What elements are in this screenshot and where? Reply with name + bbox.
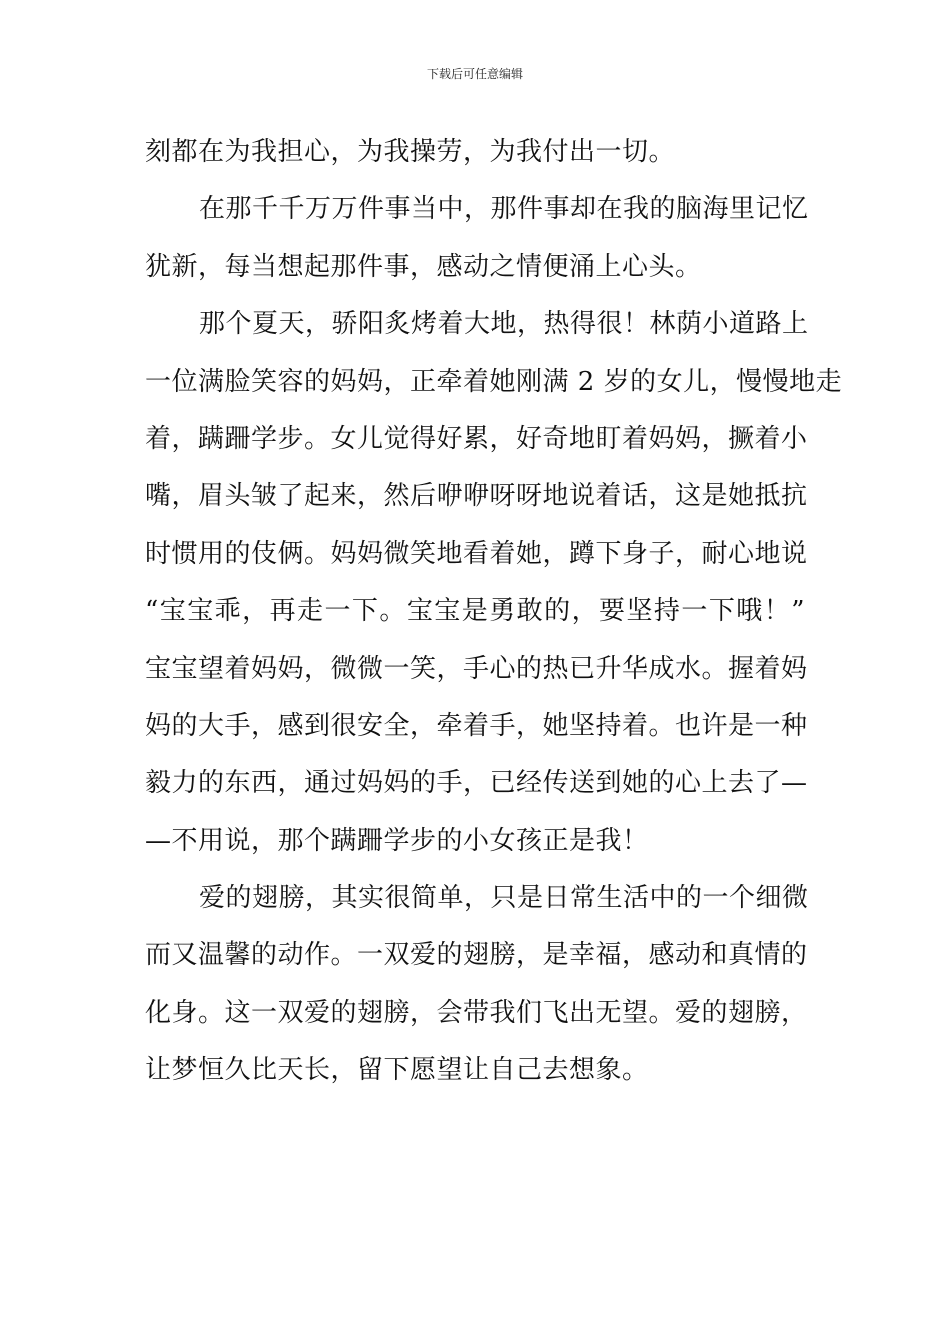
text-line: 时惯用的伎俩。妈妈微笑地看着她，蹲下身子，耐心地说 <box>145 538 808 569</box>
text-line: 刻都在为我担心，为我操劳，为我付出一切。 <box>145 137 676 167</box>
text-line: 嘴，眉头皱了起来，然后咿咿呀呀地说着话，这是她抵抗 <box>145 481 808 512</box>
text-line: 犹新，每当想起那件事，感动之情便涌上心头。 <box>145 251 702 282</box>
text-line: 爱的翅膀，其实很简单，只是日常生活中的一个细微 <box>199 883 809 914</box>
text-line: “宝宝乖，再走一下。宝宝是勇敢的，要坚持一下哦！” <box>145 596 805 627</box>
document-body <box>145 124 843 1100</box>
text-line: 毅力的东西，通过妈妈的手，已经传送到她的心上去了— <box>145 768 808 799</box>
page-header: 下载后可任意编辑 <box>426 67 523 81</box>
text-line: 妈的大手，感到很安全，牵着手，她坚持着。也许是一种 <box>145 710 808 741</box>
text-line: 一位满脸笑容的妈妈，正牵着她刚满 2 岁的女儿，慢慢地走 <box>145 366 843 397</box>
text-line: —不用说，那个蹒跚学步的小女孩正是我！ <box>145 825 649 856</box>
text-line: 宝宝望着妈妈，微微一笑，手心的热已升华成水。握着妈 <box>145 653 808 684</box>
text-line: 而又温馨的动作。一双爱的翅膀，是幸福，感动和真情的 <box>145 940 808 971</box>
text-line: 化身。这一双爱的翅膀，会带我们飞出无望。爱的翅膀， <box>145 997 808 1028</box>
text-line: 着，蹒跚学步。女儿觉得好累，好奇地盯着妈妈，撅着小 <box>145 423 808 454</box>
text-line: 那个夏天，骄阳炙烤着大地，热得很！林荫小道路上 <box>199 309 809 340</box>
text-line: 让梦恒久比天长，留下愿望让自己去想象。 <box>145 1055 649 1086</box>
text-line: 在那千千万万件事当中，那件事却在我的脑海里记忆 <box>199 194 809 225</box>
